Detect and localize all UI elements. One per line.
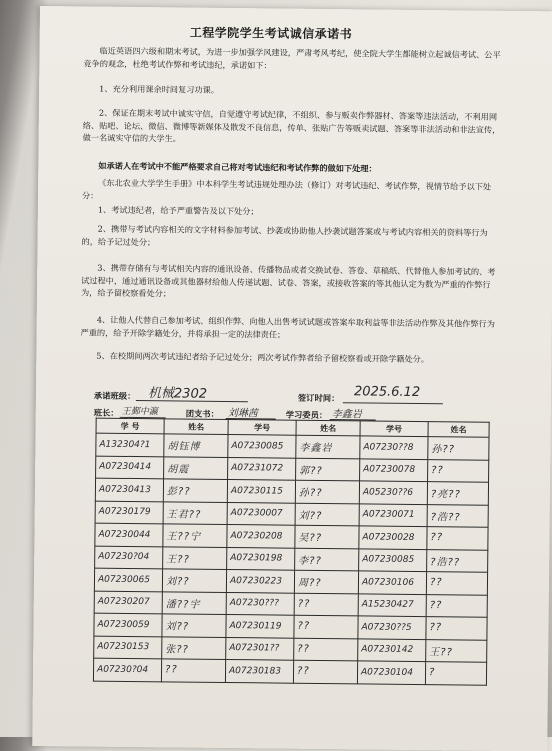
student-id-cell: A07230207 — [94, 591, 162, 614]
study-committee-value: 李鑫岩 — [331, 409, 362, 421]
student-id-cell: A07230085 — [359, 548, 427, 571]
student-id-cell: A07230?04 — [95, 546, 163, 569]
student-name-signature: 王?? — [163, 546, 227, 569]
rule-2: 2、携带与考试内容相关的文字材料参加考试、抄袭或协助他人抄袭试题答案或与考试内容相关的资料等行为的，给予记过处分； — [81, 223, 488, 247]
student-name-signature: 李鑫岩 — [296, 435, 360, 458]
promise-2: 2、保证在期末考试中诚实守信，自觉遵守考试纪律，不组织、参与贩卖作弊器材、答案等违法活动，不利用网络、贴吧、论坛、微信、微博等新媒体及散发不良信息，传单、张贴广告等贩卖试题、答案等非法活动和非法宣传，做一名诚实守信的大学生。 — [82, 107, 501, 144]
student-name-signature: ?浩?? — [427, 549, 488, 572]
header-name: 姓名 — [428, 422, 489, 438]
class-label: 承诺班级： — [93, 390, 136, 402]
student-id-cell: A07230223 — [226, 569, 294, 592]
student-id-cell: A07230065 — [94, 568, 162, 591]
student-name-signature: 刘?? — [295, 503, 359, 526]
student-id-cell: A07230??8 — [360, 436, 428, 459]
date-value: 2025.6.12 — [353, 384, 421, 401]
student-name-signature: ?? — [294, 638, 358, 661]
student-name-signature: 刘?? — [162, 569, 226, 592]
student-id-cell: A07230119 — [226, 614, 294, 637]
student-id-cell: A07230028 — [359, 526, 427, 549]
rule-1: 1、考试违纪者，给予严重警告及以下处分； — [97, 204, 259, 217]
student-id-cell: A072301?? — [226, 637, 294, 660]
violation-heading: 如承诺人在考试中不能严格要求自己将对考试违纪和考试作弊的做如下处理： — [98, 160, 377, 174]
student-id-cell: A07230115 — [227, 479, 295, 502]
monitor-value: 王鄞中瀛 — [121, 406, 158, 418]
student-id-cell: A07230007 — [227, 502, 295, 525]
student-id-cell: A07230414 — [96, 456, 164, 479]
intro-paragraph: 临近英语四六级和期末考试，为进一步加强学风建设，严肃考风考纪，使全院大学生都能树立起诚信考试、公平竞争的观念，杜绝考试作弊和考试违纪，承诺如下： — [83, 45, 501, 70]
student-id-cell: A07230198 — [227, 547, 295, 570]
class-value: 机械2302 — [147, 386, 208, 402]
student-name-signature: 周?? — [294, 570, 358, 593]
student-name-signature: ?? — [426, 572, 487, 595]
student-name-signature: 郭?? — [296, 458, 360, 481]
student-name-signature: ?? — [293, 660, 357, 683]
student-id-cell: A07230??5 — [358, 616, 426, 639]
student-id-cell: A07230?04 — [93, 658, 161, 681]
student-name-signature: 潘??宇 — [162, 591, 226, 614]
rule-5: 5、在校期间两次考试违纪者给予记过处分；两次考试作弊者给予留校察看或开除学籍处分。 — [96, 350, 430, 365]
student-id-cell: A07230183 — [225, 659, 293, 682]
student-name-signature: ?浩?? — [427, 504, 488, 527]
student-id-cell: A07230044 — [95, 523, 163, 546]
table-row — [93, 658, 486, 685]
student-name-signature: 孙?? — [428, 437, 489, 460]
student-id-cell: A07230142 — [358, 638, 426, 661]
student-id-cell: A07230106 — [358, 571, 426, 594]
student-name-signature: 吴?? — [295, 525, 359, 548]
league-secretary-value: 刘琳茜 — [227, 407, 258, 420]
rule-3: 3、携带存储有与考试相关内容的通讯设备、传播物品或者交换试卷、答卷、草稿纸、代替他人参加考试的、考试过程中，通过通讯设备或其他器材给他人传递试题、试卷、答案，或接收答案的等其他认定为数为严重的作弊行为，给予留校察看处分； — [80, 262, 496, 299]
student-name-signature: 胡钰博 — [164, 434, 228, 457]
student-name-signature: 王??宁 — [163, 524, 227, 547]
student-id-cell: A07230071 — [359, 503, 427, 526]
student-id-cell: A07230153 — [94, 636, 162, 659]
rule-4: 4、让他人代替自己参加考试、组织作弊、向他人出售考试试题或答案牟取利益等非法活动作弊及其他作弊行为严重的，给予开除学籍处分，并将承担一定的法律责任； — [80, 314, 495, 340]
document-title: 工程学院学生考试诚信承诺书 — [189, 25, 353, 42]
student-name-signature: ? — [425, 662, 486, 685]
student-id-cell: A07230104 — [357, 661, 425, 684]
student-id-cell: A07230208 — [227, 524, 295, 547]
student-name-signature: 张?? — [162, 636, 226, 659]
student-name-signature: 王?? — [426, 639, 487, 662]
header-name: 姓名 — [164, 419, 228, 435]
header-student-id: 学号 — [360, 421, 428, 437]
student-name-signature: ?? — [427, 527, 488, 550]
student-name-signature: ?? — [294, 593, 358, 616]
student-name-signature: 彭?? — [163, 479, 227, 502]
student-name-signature: 刘?? — [162, 614, 226, 637]
student-id-cell: A07230??? — [226, 592, 294, 615]
student-name-signature: ?? — [161, 659, 225, 682]
student-name-signature: ?? — [426, 594, 487, 617]
student-name-signature: ?亮?? — [427, 482, 488, 505]
student-name-signature: 胡震 — [164, 456, 228, 479]
pledge-document — [32, 6, 552, 751]
student-id-cell: A07230085 — [228, 434, 296, 457]
student-id-cell: A07230059 — [94, 613, 162, 636]
league-secretary-label: 团支书： — [185, 408, 219, 419]
student-id-cell: A132304?1 — [96, 433, 164, 456]
student-id-cell: A07230078 — [360, 458, 428, 481]
student-name-signature: ?? — [428, 459, 489, 482]
table-body — [93, 433, 489, 685]
student-name-signature: ?? — [294, 615, 358, 638]
student-id-cell: A05230??6 — [359, 481, 427, 504]
student-name-signature: ?? — [426, 617, 487, 640]
student-name-signature: 王君?? — [163, 501, 227, 524]
student-signature-table — [93, 418, 490, 686]
violation-intro: 《东北农业大学学生手册》中本科学生考试违规处理办法（修订）对考试违纪、考试作弊，视情节给予以下处分： — [81, 177, 492, 201]
date-label: 签订时间： — [297, 392, 340, 404]
header-name: 姓名 — [296, 420, 360, 436]
header-student-id: 学号 — [228, 419, 296, 435]
student-name-signature: 孙?? — [295, 480, 359, 503]
student-name-signature: 李?? — [295, 548, 359, 571]
student-id-cell: A07230179 — [95, 501, 163, 524]
promise-1: 1、充分利用课余时间复习功课。 — [99, 83, 220, 95]
student-id-cell: A15230427 — [358, 593, 426, 616]
date-underline — [343, 402, 443, 404]
monitor-label: 班长： — [93, 407, 119, 418]
header-student-id: 学 号 — [96, 418, 164, 434]
study-committee-label: 学习委员： — [285, 409, 328, 421]
student-id-cell: A07231072 — [228, 457, 296, 480]
student-id-cell: A07230413 — [95, 478, 163, 501]
